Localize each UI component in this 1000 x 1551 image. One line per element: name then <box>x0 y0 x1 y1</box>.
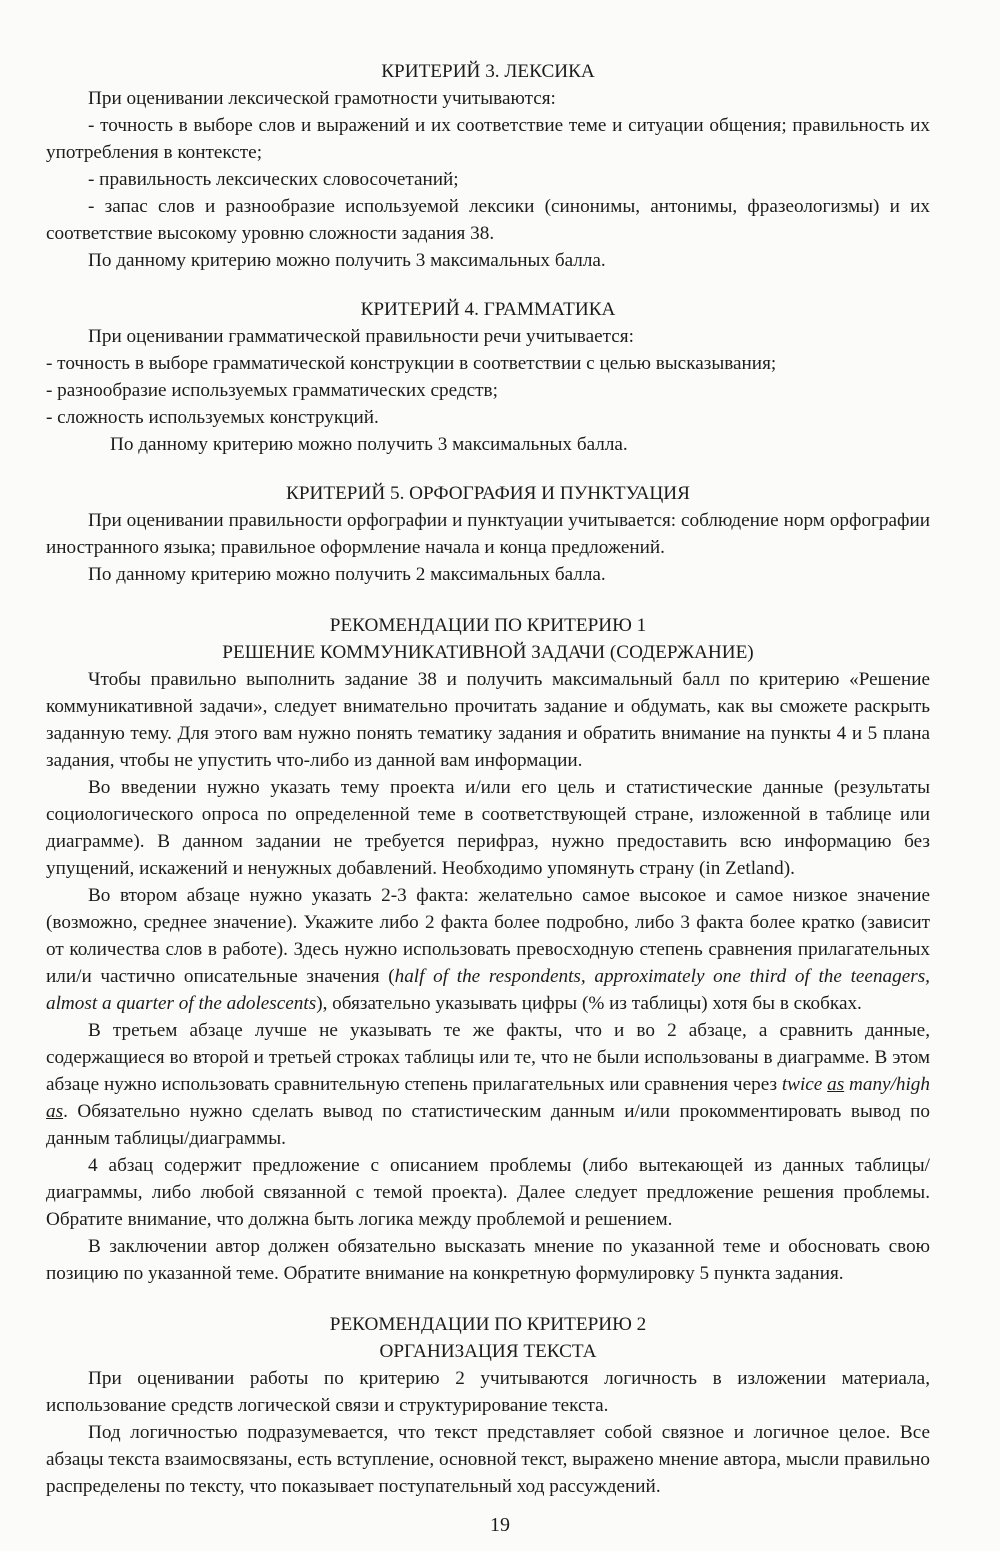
italic-examples: half of the respondents, approximately one third of the teenagers, almost a quarter of the adolescents <box>46 966 930 1014</box>
text-run: . Обязательно нужно сделать вывод по статистическим данным и/или прокомментировать вывод по данным таблицы/диаграммы. <box>46 1101 930 1149</box>
section-subtitle-recommendations-1: РЕШЕНИЕ КОММУНИКАТИВНОЙ ЗАДАЧИ (СОДЕРЖАНИЕ) <box>222 642 754 663</box>
paragraph: В заключении автор должен обязательно высказать мнение по указанной теме и обосновать свою позицию по указанной теме. Обратите внимание на конкретную формулировку 5 пункта задания. <box>46 1236 930 1284</box>
paragraph: - правильность лексических словосочетаний; <box>88 169 459 190</box>
paragraph: - точность в выборе грамматической конструкции в соответствии с целью высказывания; <box>46 353 777 374</box>
paragraph: - точность в выборе слов и выражений и их соответствие теме и ситуации общения; правильность их употребления в контексте; <box>46 115 930 163</box>
paragraph: - запас слов и разнообразие используемой лексики (синонимы, антонимы, фразеологизмы) и их соответствие высокому уровню сложности задания 38. <box>46 196 930 244</box>
paragraph: - сложность используемых конструкций. <box>46 407 379 428</box>
paragraph: Во введении нужно указать тему проекта и/или его цель и статистические данные (результаты социологического опроса по определенной теме в соответствующей стране, изложенной в таблице или диаграмме). В данном задании не требуется перифраз, нужно предоставить всю информацию без упущений, искажений и ненужных добавлений. Необходимо упомянуть страну (in Zetland). <box>46 777 930 879</box>
paragraph: Под логичностью подразумевается, что текст представляет собой связное и логичное целое. Все абзацы текста взаимосвязаны, есть вступление, основной текст, выражено мнение автора, мысли правильно распределены по тексту, что показывает поступательный ход рассуждений. <box>46 1422 930 1497</box>
text-run: Во втором абзаце нужно указать 2-3 факта: желательно самое высокое и самое низкое значение (возможно, среднее значение). Укажите либо 2 факта более подробно, либо 3 факта более кратко (зависит от количества слов в работе). Здесь нужно использовать превосходную степень сравнения прилагательных или/и частично описательные значения ( <box>46 885 930 987</box>
page-content <box>46 58 930 1500</box>
paragraph: При оценивании лексической грамотности учитываются: <box>88 88 556 109</box>
section-title-criterion-5: КРИТЕРИЙ 5. ОРФОГРАФИЯ И ПУНКТУАЦИЯ <box>286 483 690 504</box>
section-title-criterion-3: КРИТЕРИЙ 3. ЛЕКСИКА <box>381 61 595 82</box>
paragraph: По данному критерию можно получить 3 максимальных балла. <box>88 250 606 271</box>
paragraph <box>46 882 930 1017</box>
section-subtitle-recommendations-2: ОРГАНИЗАЦИЯ ТЕКСТА <box>379 1341 597 1362</box>
paragraph: Чтобы правильно выполнить задание 38 и получить максимальный балл по критерию «Решение коммуникативной задачи», следует внимательно прочитать задание и обдумать, как вы сможете раскрыть заданную тему. Для этого вам нужно понять тематику задания и обратить внимание на пункты 4 и 5 плана задания, чтобы не упустить что-либо из данной вам информации. <box>46 669 930 771</box>
text-run: В третьем абзаце лучше не указывать те же факты, что и во 2 абзаце, а сравнить данные, содержащиеся во второй и третьей строках таблицы или те, что не были использованы в диаграмме. В этом абзаце нужно использовать сравнительную степень прилагательных или сравнения через <box>46 1020 930 1095</box>
section-title-recommendations-2: РЕКОМЕНДАЦИИ ПО КРИТЕРИЮ 2 <box>329 1314 647 1335</box>
text-run: ), обязательно указывать цифры (% из таблицы) хотя бы в скобках. <box>316 993 862 1014</box>
section-title-recommendations-1: РЕКОМЕНДАЦИИ ПО КРИТЕРИЮ 1 <box>329 615 647 636</box>
paragraph: При оценивании работы по критерию 2 учитываются логичность в изложении материала, использование средств логической связи и структурирование текста. <box>46 1368 930 1416</box>
paragraph: - разнообразие используемых грамматических средств; <box>46 380 498 401</box>
italic-example: twice as many/high as <box>46 1074 930 1122</box>
paragraph: По данному критерию можно получить 2 максимальных балла. <box>88 564 606 585</box>
section-title-criterion-4: КРИТЕРИЙ 4. ГРАММАТИКА <box>360 299 616 320</box>
paragraph: По данному критерию можно получить 3 максимальных балла. <box>110 434 628 455</box>
paragraph: 4 абзац содержит предложение с описанием проблемы (либо вытекающей из данных таблицы/диаграммы, либо любой связанной с темой проекта). Далее следует предложение решения проблемы. Обратите внимание, что должна быть логика между проблемой и решением. <box>46 1155 930 1230</box>
paragraph: При оценивании правильности орфографии и пунктуации учитывается: соблюдение норм орфографии иностранного языка; правильное оформление начала и конца предложений. <box>46 510 930 558</box>
paragraph <box>46 1017 930 1152</box>
page-number: 19 <box>490 1514 510 1536</box>
paragraph: При оценивании грамматической правильности речи учитывается: <box>88 326 634 347</box>
